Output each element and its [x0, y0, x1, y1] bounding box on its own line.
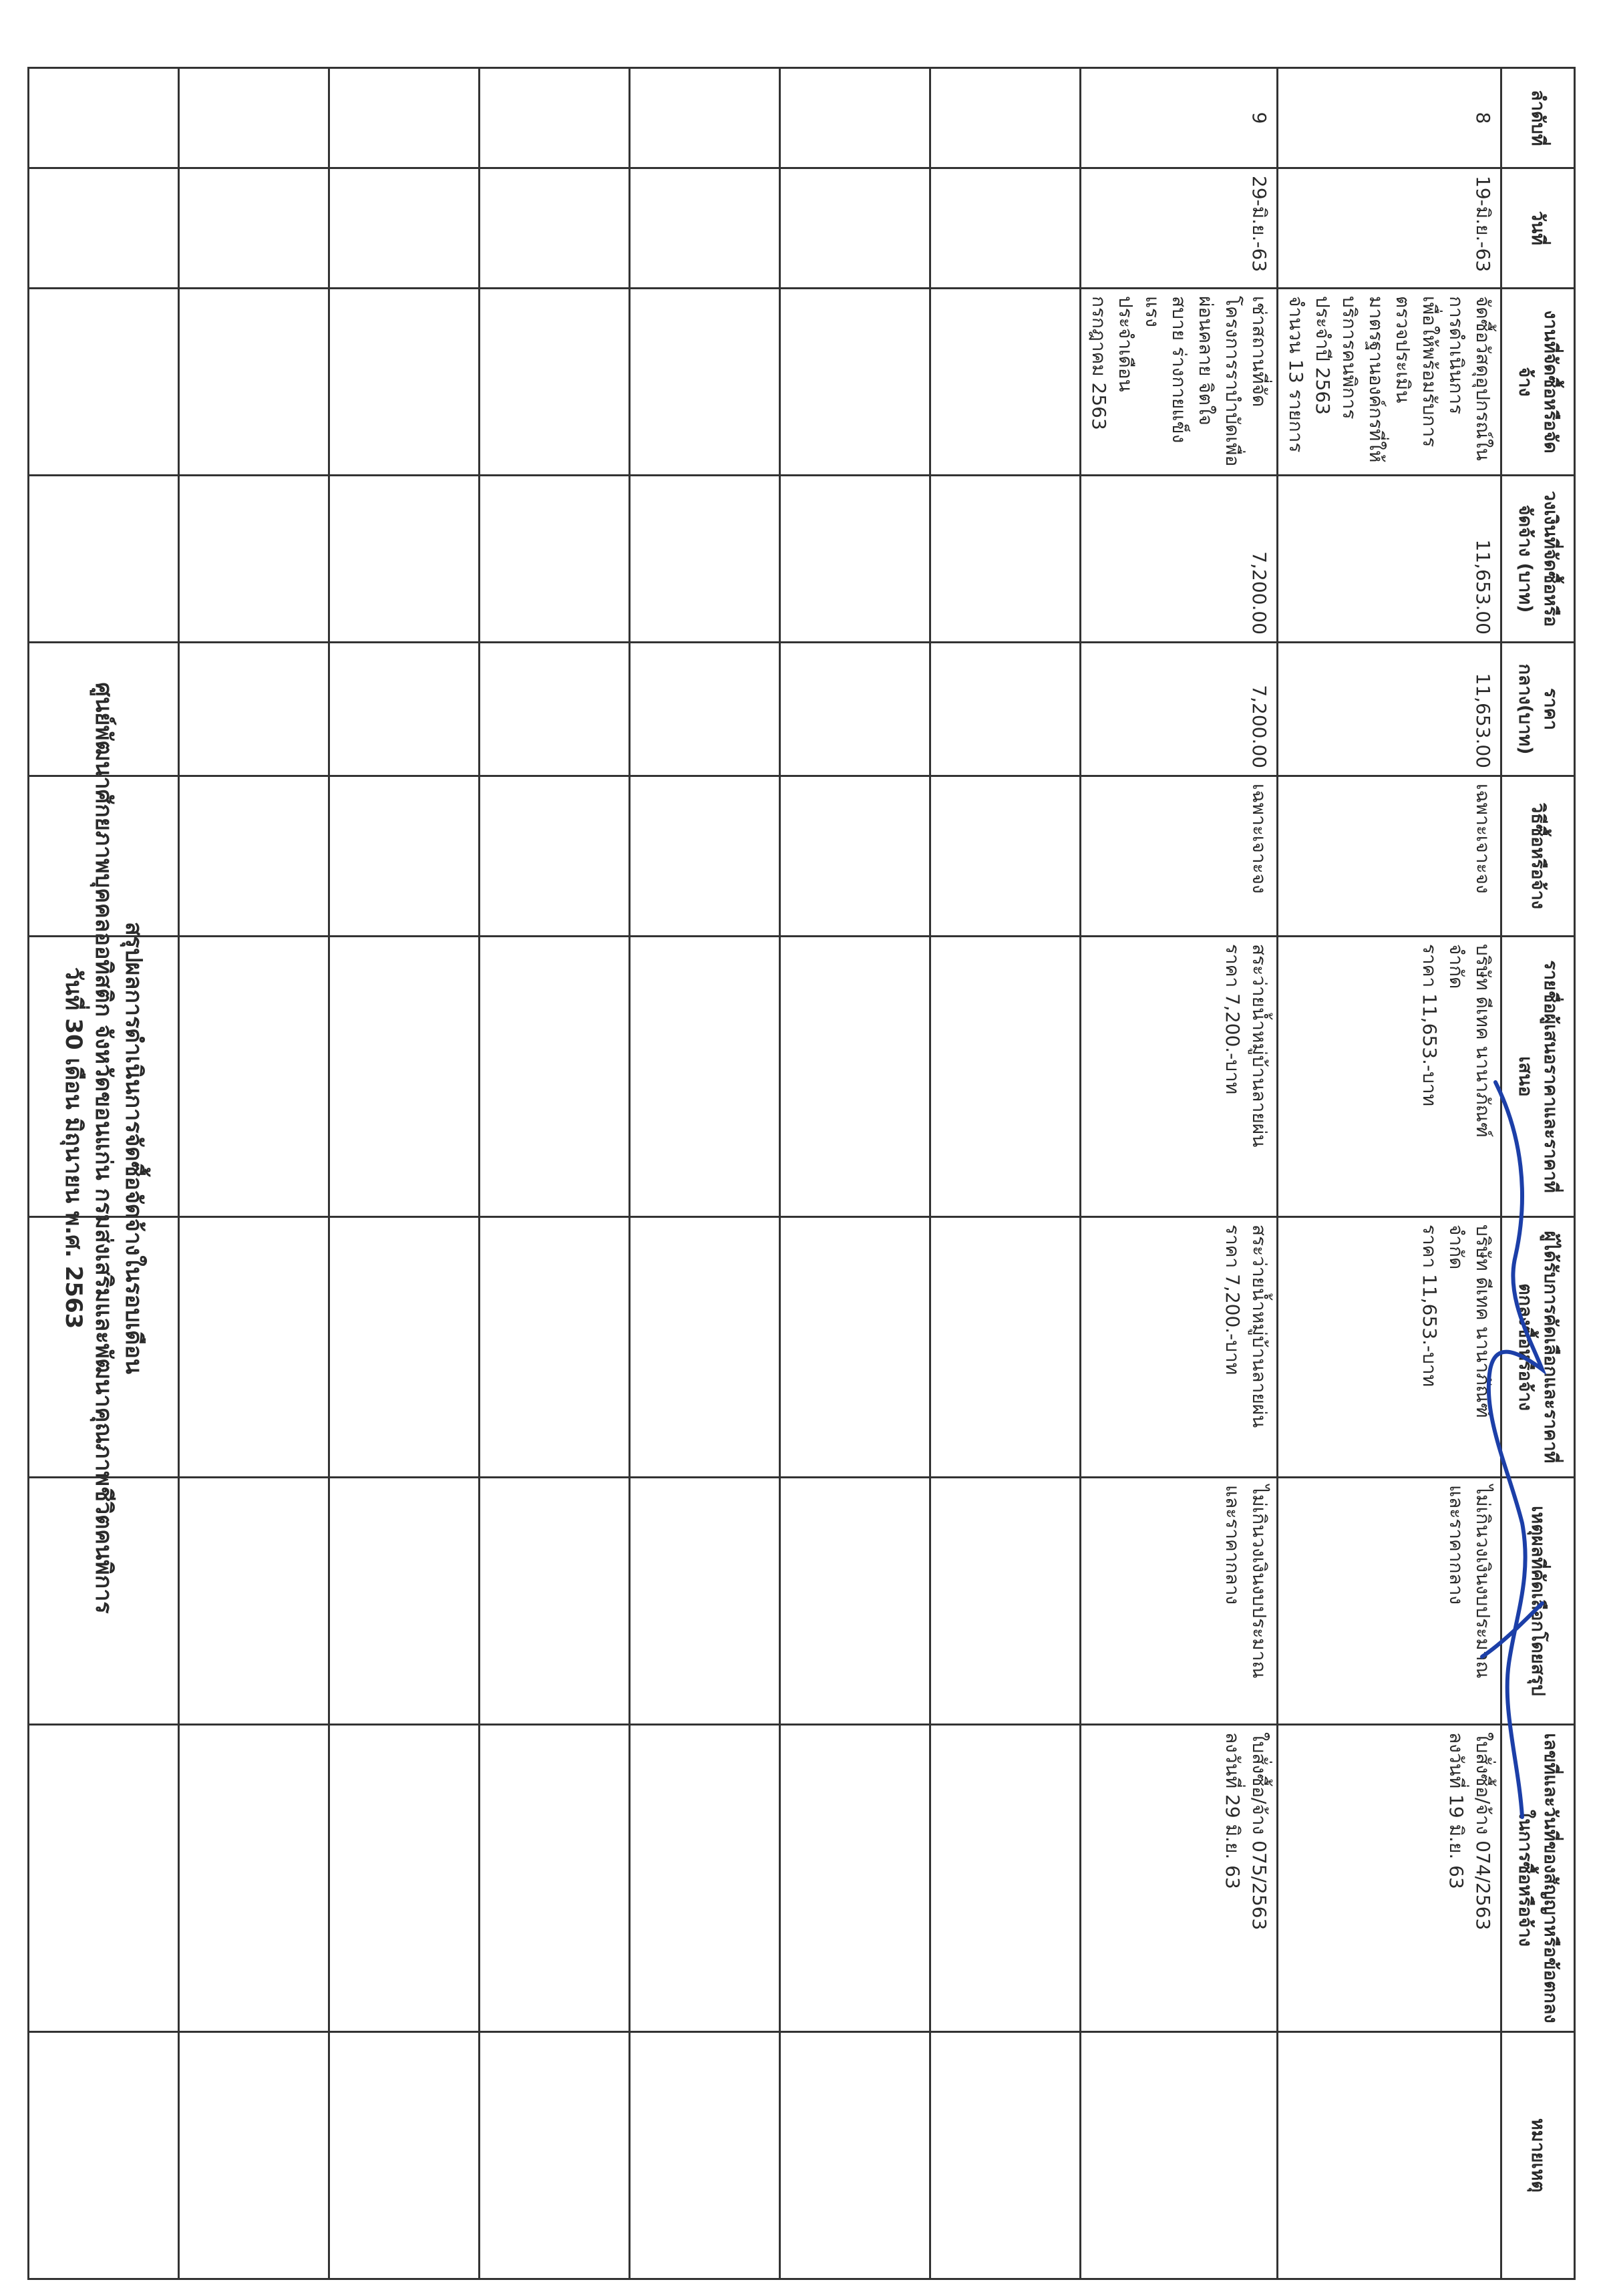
header-reason: เหตุผลที่คัดเลือกโดยสรุป [1501, 1478, 1575, 1725]
cell-bidders: สระว่ายน้ำหมู่บ้านลายผ่น ราคา 7,200.-บาท [1081, 937, 1278, 1217]
empty-cell [930, 289, 1081, 476]
empty-cell [930, 643, 1081, 776]
cell-budget: 11,653.00 [1278, 476, 1501, 643]
empty-cell [179, 68, 329, 168]
empty-cell [329, 289, 480, 476]
cell-contract: ใบสั่งซื้อ/จ้าง 075/2563 ลงวันที่ 29 มิ.ย. 63 [1081, 1725, 1278, 2032]
empty-cell [480, 1725, 630, 2032]
empty-cell [630, 2032, 780, 2279]
cell-remark [1278, 2032, 1501, 2279]
empty-cell [29, 1217, 179, 1478]
empty-cell [329, 1217, 480, 1478]
cell-date: 19-มิ.ย.-63 [1278, 168, 1501, 289]
empty-table-row [179, 68, 329, 2279]
empty-table-row [780, 68, 930, 2279]
empty-cell [329, 937, 480, 1217]
empty-cell [780, 289, 930, 476]
table-row [1081, 68, 1278, 2279]
cell-no: 8 [1278, 68, 1501, 168]
empty-cell [930, 476, 1081, 643]
cell-method: เฉพาะเจาะจง [1081, 776, 1278, 937]
empty-cell [780, 643, 930, 776]
cell-winner: สระว่ายน้ำหมู่บ้านลายผ่น ราคา 7,200.-บาท [1081, 1217, 1278, 1478]
empty-cell [29, 643, 179, 776]
header-contract: เลขที่และวันที่ของสัญญาหรือข้อตกลงในการซื้อหรือจ้าง [1501, 1725, 1575, 2032]
empty-cell [179, 643, 329, 776]
empty-cell [329, 2032, 480, 2279]
empty-table-row [630, 68, 780, 2279]
empty-cell [630, 643, 780, 776]
empty-cell [480, 1478, 630, 1725]
cell-task: จัดซื้อวัสดุอุปกรณ์ในการดำเนินการ เพื่อให้พร้อมรับการตรวจประเมิน มาตรฐานองค์กรที่ให้บริการคนพิการ ประจำปี 2563 จำนวน 13 รายการ [1278, 289, 1501, 476]
cell-reason: ไม่เกินวงเงินงบประมาณ และราคากลาง [1278, 1478, 1501, 1725]
empty-cell [29, 776, 179, 937]
empty-cell [329, 643, 480, 776]
cell-bidders: บริษัท ดีเทค นานาภัณฑ์ จำกัด ราคา 11,653.-บาท [1278, 937, 1501, 1217]
empty-cell [480, 1217, 630, 1478]
cell-task: เช่าสถานที่จัดโครงการราบำบัดเพื่อ ผ่อนคลาย จิตใจสบาย ร่างกายแข็งแรง ประจำเดือน กรกฎาคม 2563 [1081, 289, 1278, 476]
empty-cell [179, 937, 329, 1217]
empty-cell [179, 168, 329, 289]
empty-cell [29, 1725, 179, 2032]
empty-cell [480, 168, 630, 289]
document-title: สรุปผลการดำเนินการจัดซื้อจัดจ้างในรอบเดือน [120, 921, 147, 1375]
cell-no: 9 [1081, 68, 1278, 168]
empty-cell [29, 1478, 179, 1725]
empty-cell [930, 168, 1081, 289]
empty-cell [480, 776, 630, 937]
header-task: งานที่จัดซื้อหรือจัดจ้าง [1501, 289, 1575, 476]
empty-cell [480, 476, 630, 643]
empty-cell [29, 68, 179, 168]
empty-cell [780, 1725, 930, 2032]
empty-table-row [29, 68, 179, 2279]
empty-cell [29, 168, 179, 289]
empty-cell [480, 289, 630, 476]
empty-cell [780, 1217, 930, 1478]
empty-cell [329, 476, 480, 643]
empty-cell [630, 1478, 780, 1725]
empty-cell [630, 68, 780, 168]
empty-cell [179, 1217, 329, 1478]
empty-cell [630, 937, 780, 1217]
empty-cell [179, 289, 329, 476]
header-winner: ผู้ได้รับการคัดเลือกและราคาที่ตกลงซื้อหรือจ้าง [1501, 1217, 1575, 1478]
empty-cell [780, 2032, 930, 2279]
empty-cell [480, 937, 630, 1217]
empty-cell [780, 776, 930, 937]
empty-cell [329, 1725, 480, 2032]
cell-budget: 7,200.00 [1081, 476, 1278, 643]
empty-cell [480, 643, 630, 776]
empty-cell [780, 168, 930, 289]
cell-median-price: 11,653.00 [1278, 643, 1501, 776]
cell-contract: ใบสั่งซื้อ/จ้าง 074/2563 ลงวันที่ 19 มิ.ย. 63 [1278, 1725, 1501, 2032]
empty-cell [930, 1478, 1081, 1725]
header-budget: วงเงินที่จัดซื้อหรือจัดจ้าง (บาท) [1501, 476, 1575, 643]
empty-cell [630, 476, 780, 643]
empty-cell [780, 476, 930, 643]
empty-cell [329, 68, 480, 168]
empty-cell [29, 2032, 179, 2279]
cell-reason: ไม่เกินวงเงินงบประมาณ และราคากลาง [1081, 1478, 1278, 1725]
empty-cell [480, 2032, 630, 2279]
empty-table-row [480, 68, 630, 2279]
cell-date: 29-มิ.ย.-63 [1081, 168, 1278, 289]
header-method: วิธีซื้อหรือจ้าง [1501, 776, 1575, 937]
header-remark: หมายเหตุ [1501, 2032, 1575, 2279]
empty-cell [329, 168, 480, 289]
empty-cell [179, 476, 329, 643]
empty-cell [29, 476, 179, 643]
report-date: วันที่ 30 เดือน มิถุนายน พ.ศ. 2563 [60, 967, 87, 1329]
empty-cell [930, 776, 1081, 937]
empty-cell [930, 1725, 1081, 2032]
empty-cell [930, 68, 1081, 168]
empty-cell [630, 1725, 780, 2032]
signature [1469, 1055, 1569, 1911]
empty-cell [780, 68, 930, 168]
empty-cell [630, 776, 780, 937]
cell-median-price: 7,200.00 [1081, 643, 1278, 776]
cell-method: เฉพาะเจาะจง [1278, 776, 1501, 937]
empty-cell [630, 1217, 780, 1478]
empty-cell [179, 2032, 329, 2279]
cell-remark [1081, 2032, 1278, 2279]
table-row [1278, 68, 1501, 2279]
empty-cell [930, 937, 1081, 1217]
procurement-summary-table [27, 67, 1576, 2280]
empty-table-row [930, 68, 1081, 2279]
empty-cell [179, 1478, 329, 1725]
empty-cell [179, 1725, 329, 2032]
header-median-price: ราคากลาง(บาท) [1501, 643, 1575, 776]
empty-cell [630, 289, 780, 476]
empty-cell [780, 1478, 930, 1725]
empty-cell [329, 1478, 480, 1725]
header-number: ลำดับที่ [1501, 68, 1575, 168]
empty-cell [179, 776, 329, 937]
empty-cell [930, 2032, 1081, 2279]
empty-cell [29, 937, 179, 1217]
empty-cell [780, 937, 930, 1217]
empty-cell [480, 68, 630, 168]
header-date: วันที่ [1501, 168, 1575, 289]
empty-cell [930, 1217, 1081, 1478]
empty-cell [630, 168, 780, 289]
empty-table-row [329, 68, 480, 2279]
agency-name: ศูนย์พัฒนาศักยภาพบุคคลออทิสติก จังหวัดขอนแก่น กรมส่งเสริมและพัฒนาคุณภาพชีวิตคนพิการ [90, 682, 117, 1614]
cell-winner: บริษัท ดีเทค นานาภัณฑ์ จำกัด ราคา 11,653.-บาท [1278, 1217, 1501, 1478]
empty-cell [329, 776, 480, 937]
empty-cell [29, 289, 179, 476]
header-bidders: รายชื่อผู้เสนอราคาและราคาที่เสนอ [1501, 937, 1575, 1217]
